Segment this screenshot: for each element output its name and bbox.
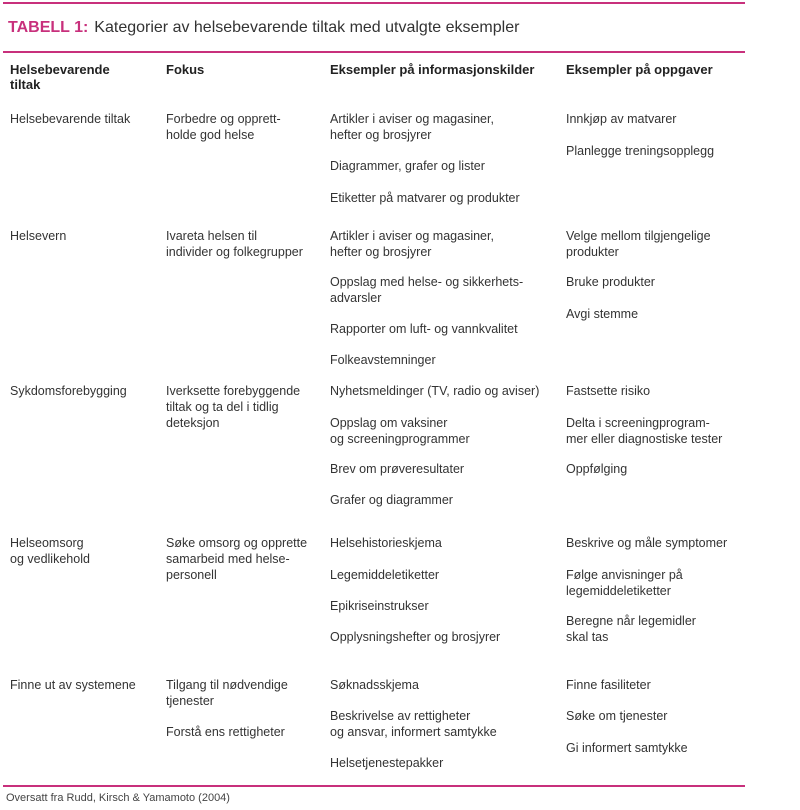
table-row-source: Opplysningshefter og brosjyrer [330,630,501,644]
table-row-task: Delta i screeningprogram- mer eller diagnostiske tester [566,416,723,446]
table-label: TABELL 1: [8,19,89,36]
table-row-task: Følge anvisninger på legemiddeletiketter [566,568,683,598]
table-row-source: Artikler i aviser og magasiner, hefter og brosjyrer [330,112,494,142]
table-row-source: Folkeavstemninger [330,353,436,367]
table-row-task: Beregne når legemidler skal tas [566,614,696,644]
table-row-task: Beskrive og måle symptomer [566,536,728,550]
table-row-source: Oppslag om vaksiner og screeningprogrammer [330,416,470,446]
table-row-source: Helsetjenestepakker [330,756,444,770]
header-category: Helsebevarende tiltak [10,62,110,92]
table-row-task: Oppfølging [566,462,628,476]
table-row-focus: Forstå ens rettigheter [166,725,285,739]
table-row-source: Brev om prøveresultater [330,462,465,476]
header-tasks: Eksempler på oppgaver [566,62,713,77]
table-row-source: Legemiddeletiketter [330,568,440,582]
table-row-source: Artikler i aviser og magasiner, hefter og brosjyrer [330,229,494,259]
table-row-focus: Søke omsorg og opprette samarbeid med helse- personell [166,536,308,582]
table-row-source: Epikriseinstrukser [330,599,429,613]
table-row-source: Helsehistorieskjema [330,536,442,550]
table-row-focus: Ivareta helsen til individer og folkegrupper [166,229,303,259]
table-row-category: Finne ut av systemene [10,678,136,692]
table-row-source: Grafer og diagrammer [330,493,453,507]
table-row-focus: Tilgang til nødvendige tjenester [166,678,288,708]
table-row-source: Søknadsskjema [330,678,419,692]
table-row-task: Planlegge treningsopplegg [566,144,715,158]
title-rule [3,51,745,53]
table-row-category: Sykdomsforebygging [10,384,127,398]
table-row-category: Helsevern [10,229,67,243]
table-row-source: Nyhetsmeldinger (TV, radio og aviser) [330,384,540,398]
table-row-task: Velge mellom tilgjengelige produkter [566,229,711,259]
table-row-source: Etiketter på matvarer og produkter [330,191,520,205]
table-title-text: Kategorier av helsebevarende tiltak med utvalgte eksempler [94,19,520,36]
header-sources: Eksempler på informasjonskilder [330,62,535,77]
table-row-source: Beskrivelse av rettigheter og ansvar, informert samtykke [330,709,497,739]
table-row-task: Avgi stemme [566,307,639,321]
table-row-task: Bruke produkter [566,275,655,289]
top-rule [3,2,745,4]
table-row-task: Fastsette risiko [566,384,651,398]
table-row-task: Finne fasiliteter [566,678,651,692]
bottom-rule [3,785,745,787]
table-row-focus: Iverksette forebyggende tiltak og ta del i tidlig deteksjon [166,384,301,430]
table-row-category: Helseomsorg og vedlikehold [10,536,90,566]
table-row-task: Søke om tjenester [566,709,668,723]
header-focus: Fokus [166,62,205,77]
table-row-category: Helsebevarende tiltak [10,112,131,126]
source-note: Oversatt fra Rudd, Kirsch & Yamamoto (2004) [6,792,230,804]
table-row-source: Oppslag med helse- og sikkerhets- advarsler [330,275,524,305]
table-row-focus: Forbedre og opprett- holde god helse [166,112,281,142]
table-row-source: Rapporter om luft- og vannkvalitet [330,322,518,336]
table-title [8,19,519,37]
table-row-task: Gi informert samtykke [566,741,688,755]
table-row-task: Innkjøp av matvarer [566,112,677,126]
table-row-source: Diagrammer, grafer og lister [330,159,485,173]
